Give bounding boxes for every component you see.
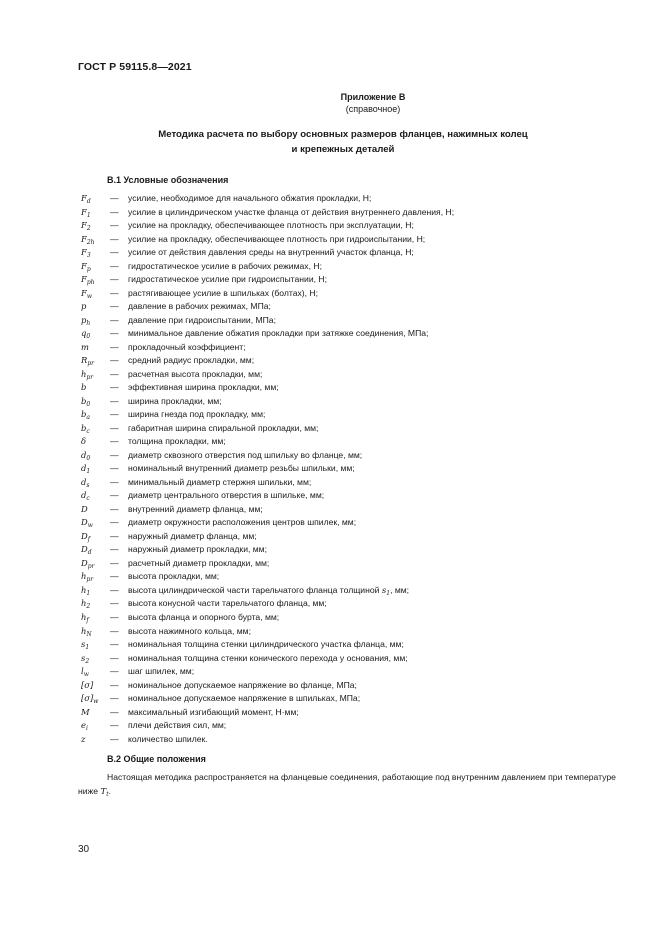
symbol: $l_w$	[81, 666, 89, 679]
symbol-definition: диаметр центрального отверстия в шпильке, мм;	[128, 490, 325, 501]
symbol-row	[81, 516, 621, 530]
symbol: $F_p$	[81, 260, 91, 273]
symbol-row	[81, 679, 621, 693]
dash-separator: —	[110, 287, 119, 298]
symbol-row	[81, 557, 621, 571]
dash-separator: —	[110, 544, 119, 555]
symbol-definition: номинальная толщина стенки цилиндрического участка фланца, мм;	[128, 639, 404, 650]
symbol: $d_s$	[81, 476, 90, 489]
dash-separator: —	[110, 693, 119, 704]
symbol-row	[81, 314, 621, 328]
symbol-row	[81, 652, 621, 666]
symbol: p	[81, 301, 87, 312]
symbol-row	[81, 611, 621, 625]
symbol-definition: толщина прокладки, мм;	[128, 436, 226, 447]
symbol-row	[81, 381, 621, 395]
symbol-row	[81, 597, 621, 611]
dash-separator: —	[110, 652, 119, 663]
dash-separator: —	[110, 328, 119, 339]
symbol-definition: габаритная ширина спиральной прокладки, мм;	[128, 422, 319, 433]
symbol-definition: диаметр сквозного отверстия под шпильку во фланце, мм;	[128, 449, 363, 460]
symbol-definition: минимальный диаметр стержня шпильки, мм;	[128, 476, 312, 487]
symbol-definition: гидростатическое усилие при гидроиспытании, Н;	[128, 274, 327, 285]
dash-separator: —	[110, 436, 119, 447]
dash-separator: —	[110, 449, 119, 460]
dash-separator: —	[110, 382, 119, 393]
symbol-row	[81, 206, 621, 220]
symbol: $p_h$	[81, 314, 91, 327]
dash-separator: —	[110, 355, 119, 366]
symbol-definition: усилие, необходимое для начального обжатия прокладки, Н;	[128, 193, 372, 203]
symbol-row	[81, 449, 621, 463]
symbol-row	[81, 341, 621, 355]
symbol: $D_w$	[81, 517, 93, 530]
dash-separator: —	[110, 368, 119, 379]
symbol-definition: высота цилиндрической части тарельчатого фланца толщиной $s_1$, мм;	[128, 584, 410, 597]
symbol-definition: высота конусной части тарельчатого фланца, мм;	[128, 598, 327, 609]
dash-separator: —	[110, 220, 119, 231]
title-line-1: Методика расчета по выбору основных размеров фланцев, нажимных колец	[158, 129, 528, 140]
dash-separator: —	[110, 463, 119, 474]
symbol-row	[81, 287, 621, 301]
symbol-definition: высота фланца и опорного бурта, мм;	[128, 611, 280, 622]
dash-separator: —	[110, 409, 119, 420]
symbol-row	[81, 665, 621, 679]
symbol: $F_1$	[81, 206, 91, 219]
title-line-2: и крепежных деталей	[291, 143, 395, 155]
symbol-row	[81, 246, 621, 260]
symbol-definition: усилие на прокладку, обеспечивающее плотность при эксплуатации, Н;	[128, 220, 414, 231]
symbol-definition: номинальное допускаемое напряжение в шпильках, МПа;	[128, 693, 361, 704]
symbol-row	[81, 219, 621, 233]
dash-separator: —	[110, 247, 119, 258]
dash-separator: —	[110, 706, 119, 717]
standard-designation: ГОСТ Р 59115.8—2021	[78, 61, 192, 73]
symbol: $h_{pr}$	[81, 368, 94, 381]
symbol: $q_0$	[81, 328, 91, 341]
symbol: $h_f$	[81, 611, 89, 624]
symbol: $e_i$	[81, 720, 88, 733]
symbol-row	[81, 625, 621, 639]
symbol-row	[81, 706, 621, 720]
symbol: $h_N$	[81, 625, 92, 638]
dash-separator: —	[110, 571, 119, 582]
dash-separator: —	[110, 490, 119, 501]
dash-separator: —	[110, 557, 119, 568]
symbol: $d_0$	[81, 449, 91, 462]
symbol-row	[81, 476, 621, 490]
symbol-row	[81, 530, 621, 544]
dash-separator: —	[110, 611, 119, 622]
dash-separator: —	[110, 233, 119, 244]
dash-separator: —	[110, 517, 119, 528]
symbol-definition: шаг шпилек, мм;	[128, 666, 195, 677]
symbol-row	[81, 273, 621, 287]
symbol-row	[81, 192, 621, 206]
symbol-definition: наружный диаметр фланца, мм;	[128, 530, 257, 541]
symbol: [σ]	[81, 679, 94, 690]
symbol: $F_{2h}$	[81, 233, 95, 246]
symbol-row	[81, 422, 621, 436]
temperature-symbol: $T_t$	[100, 787, 109, 798]
symbol-row	[81, 503, 621, 517]
symbol-row	[81, 354, 621, 368]
symbol: $F_{ph}$	[81, 274, 95, 287]
symbol: $h_2$	[81, 598, 91, 611]
symbol-row	[81, 368, 621, 382]
symbol-definition: давление в рабочих режимах, МПа;	[128, 301, 271, 312]
dash-separator: —	[110, 274, 119, 285]
symbol-definition: номинальная толщина стенки конического перехода у основания, мм;	[128, 652, 408, 663]
symbol-definition: эффективная ширина прокладки, мм;	[128, 382, 279, 393]
symbol: $D_{pr}$	[81, 557, 95, 570]
symbols-list	[81, 192, 621, 746]
symbol-row	[81, 300, 621, 314]
dash-separator: —	[110, 314, 119, 325]
dash-separator: —	[110, 206, 119, 217]
symbol: $s_1$	[81, 639, 90, 652]
symbol-row	[81, 435, 621, 449]
symbol-definition: гидростатическое усилие в рабочих режимах, Н;	[128, 260, 322, 271]
dash-separator: —	[110, 422, 119, 433]
symbol: M	[81, 706, 90, 717]
dash-separator: —	[110, 395, 119, 406]
dash-separator: —	[110, 639, 119, 650]
annex-block	[311, 91, 435, 115]
symbol: $b_0$	[81, 395, 91, 408]
dash-separator: —	[110, 260, 119, 271]
symbol: $h_1$	[81, 584, 91, 597]
annex-label: Приложение В	[340, 92, 406, 102]
page-number: 30	[78, 844, 90, 855]
symbol: $b_c$	[81, 422, 90, 435]
symbol: $b_a$	[81, 409, 90, 422]
symbol-row	[81, 543, 621, 557]
symbol-definition: усилие в цилиндрическом участке фланца от действия внутреннего давления, Н;	[128, 206, 455, 217]
symbol: $h_{pr}$	[81, 571, 94, 584]
symbol-row	[81, 570, 621, 584]
symbol: $s_2$	[81, 652, 90, 665]
symbol-row	[81, 327, 621, 341]
dash-separator: —	[110, 666, 119, 677]
symbol-definition: прокладочный коэффициент;	[128, 341, 246, 352]
dash-separator: —	[110, 720, 119, 731]
symbol-definition: количество шпилек.	[128, 733, 208, 744]
symbol-definition: ширина гнезда под прокладку, мм;	[128, 409, 266, 420]
symbol-row	[81, 233, 621, 247]
symbol-definition: внутренний диаметр фланца, мм;	[128, 503, 263, 514]
dash-separator: —	[110, 598, 119, 609]
symbol-row	[81, 260, 621, 274]
symbol-row	[81, 733, 621, 747]
symbol: m	[81, 341, 89, 352]
annex-note: (справочное)	[345, 104, 401, 114]
symbol-row	[81, 692, 621, 706]
symbol-row	[81, 719, 621, 733]
symbol-row	[81, 395, 621, 409]
symbol-definition: наружный диаметр прокладки, мм;	[128, 544, 267, 555]
symbol-definition: расчетная высота прокладки, мм;	[128, 368, 263, 379]
symbol: z	[81, 733, 86, 744]
symbol-row	[81, 584, 621, 598]
symbol: $F_d$	[81, 193, 91, 205]
symbol: D	[81, 503, 88, 514]
symbol: $D_d$	[81, 544, 92, 557]
symbol: $d_c$	[81, 490, 90, 503]
symbol-definition: расчетный диаметр прокладки, мм;	[128, 557, 270, 568]
general-paragraph: Настоящая методика распространяется на фланцевые соединения, работающие под внутренним давлением при температуре ниже $T_t$.	[78, 772, 616, 798]
section-heading-symbols: В.1 Условные обозначения	[107, 175, 229, 185]
general-paragraph-text: Настоящая методика распространяется на фланцевые соединения, работающие под внутренним давлением при температуре ниже	[78, 772, 616, 796]
symbol: $D_f$	[81, 530, 90, 543]
symbol-definition: высота нажимного кольца, мм;	[128, 625, 251, 636]
symbol-definition: максимальный изгибающий момент, Н·мм;	[128, 706, 299, 717]
symbol-row	[81, 462, 621, 476]
symbol-definition: усилие от действия давления среды на внутренний участок фланца, Н;	[128, 247, 414, 258]
symbol-definition: растягивающее усилие в шпильках (болтах), Н;	[128, 287, 319, 298]
dash-separator: —	[110, 530, 119, 541]
symbol-definition: номинальное допускаемое напряжение во фланце, МПа;	[128, 679, 357, 690]
symbol-row	[81, 408, 621, 422]
dash-separator: —	[110, 503, 119, 514]
dash-separator: —	[110, 625, 119, 636]
symbol-row	[81, 489, 621, 503]
symbol-row	[81, 638, 621, 652]
symbol-definition: плечи действия сил, мм;	[128, 720, 227, 731]
symbol: $F_w$	[81, 287, 92, 300]
symbol-definition: высота прокладки, мм;	[128, 571, 220, 582]
dash-separator: —	[110, 584, 119, 595]
symbol: $R_{pr}$	[81, 355, 95, 368]
dash-separator: —	[110, 679, 119, 690]
dash-separator: —	[110, 341, 119, 352]
symbol-definition: давление при гидроиспытании, МПа;	[128, 314, 276, 325]
symbol-definition: диаметр окружности расположения центров шпилек, мм;	[128, 517, 357, 528]
dash-separator: —	[110, 733, 119, 744]
symbol-definition: средний радиус прокладки, мм;	[128, 355, 255, 366]
symbol-definition: номинальный внутренний диаметр резьбы шпильки, мм;	[128, 463, 355, 474]
symbol: $d_1$	[81, 463, 91, 476]
dash-separator: —	[110, 193, 119, 203]
symbol: $F_3$	[81, 247, 91, 260]
dash-separator: —	[110, 476, 119, 487]
symbol-definition: усилие на прокладку, обеспечивающее плотность при гидроиспытании, Н;	[128, 233, 426, 244]
document-title	[78, 128, 608, 157]
symbol-definition: ширина прокладки, мм;	[128, 395, 222, 406]
symbol: δ	[81, 436, 87, 447]
dash-separator: —	[110, 301, 119, 312]
symbol-definition: минимальное давление обжатия прокладки при затяжке соединения, МПа;	[128, 328, 429, 339]
symbol: $F_2$	[81, 220, 91, 233]
symbol: $[\sigma]_w$	[81, 693, 99, 706]
section-heading-general: В.2 Общие положения	[107, 754, 206, 764]
symbol: b	[81, 382, 87, 393]
